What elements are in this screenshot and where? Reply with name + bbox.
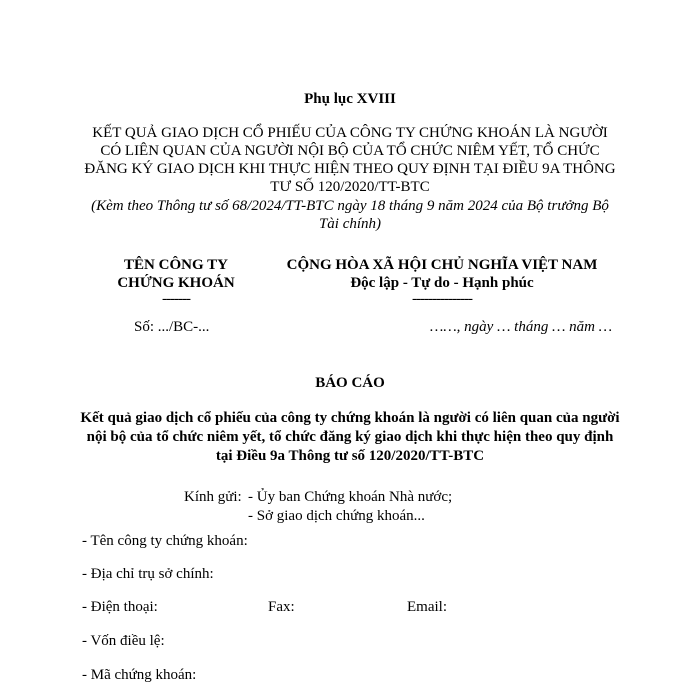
company-name-label-line-2: CHỨNG KHOÁN [117,275,235,291]
appendix-heading-line-1: KẾT QUẢ GIAO DỊCH CỔ PHIẾU CỦA CÔNG TY CHỨNG KHOÁN LÀ NGƯỜI [92,125,608,141]
appendix-title: Phụ lục XVIII [304,91,396,107]
appendix-note-line-1: (Kèm theo Thông tư số 68/2024/TT-BTC ngày 18 tháng 9 năm 2024 của Bộ trưởng Bộ [91,198,609,214]
field-stock-code: - Mã chứng khoán: [82,667,197,683]
field-fax: Fax: [268,599,295,615]
appendix-heading-line-2: CÓ LIÊN QUAN CỦA NGƯỜI NỘI BỘ CỦA TỔ CHỨC NIÊM YẾT, TỔ CHỨC [100,143,600,159]
recipients-label: Kính gửi: [184,489,242,505]
company-name-label-line-1: TÊN CÔNG TY [124,257,228,273]
field-charter-capital: - Vốn điều lệ: [82,633,165,649]
recipient-ssc: - Ủy ban Chứng khoán Nhà nước; [248,489,453,505]
appendix-heading-line-3: ĐĂNG KÝ GIAO DỊCH KHI THỰC HIỆN THEO QUY ĐỊNH TẠI ĐIỀU 9A THÔNG [84,161,616,177]
field-phone: - Điện thoại: [82,599,158,615]
report-number: Số: .../BC-... [134,319,210,335]
report-date: ……, ngày … tháng … năm … [430,319,613,335]
appendix-note-line-2: Tài chính) [318,216,382,232]
national-title: CỘNG HÒA XÃ HỘI CHỦ NGHĨA VIỆT NAM [286,257,598,273]
field-email: Email: [407,599,447,615]
report-subtitle-line-3: tại Điều 9a Thông tư số 120/2020/TT-BTC [215,448,485,464]
field-company-name: - Tên công ty chứng khoán: [82,533,248,549]
national-motto: Độc lập - Tự do - Hạnh phúc [350,275,534,291]
report-title: BÁO CÁO [315,375,385,391]
field-address: - Địa chỉ trụ sở chính: [82,566,214,582]
appendix-heading-line-4: TƯ SỐ 120/2020/TT-BTC [270,179,430,195]
left-header-rule: ------- [162,291,190,307]
recipient-stock-exchange: - Sở giao dịch chứng khoán... [248,508,425,524]
report-subtitle-line-1: Kết quả giao dịch cổ phiếu của công ty chứng khoán là người có liên quan của người [80,410,620,426]
right-header-rule: --------------- [412,291,472,307]
report-subtitle-line-2: nội bộ của tổ chức niêm yết, tổ chức đăng ký giao dịch khi thực hiện theo quy định [86,429,614,445]
